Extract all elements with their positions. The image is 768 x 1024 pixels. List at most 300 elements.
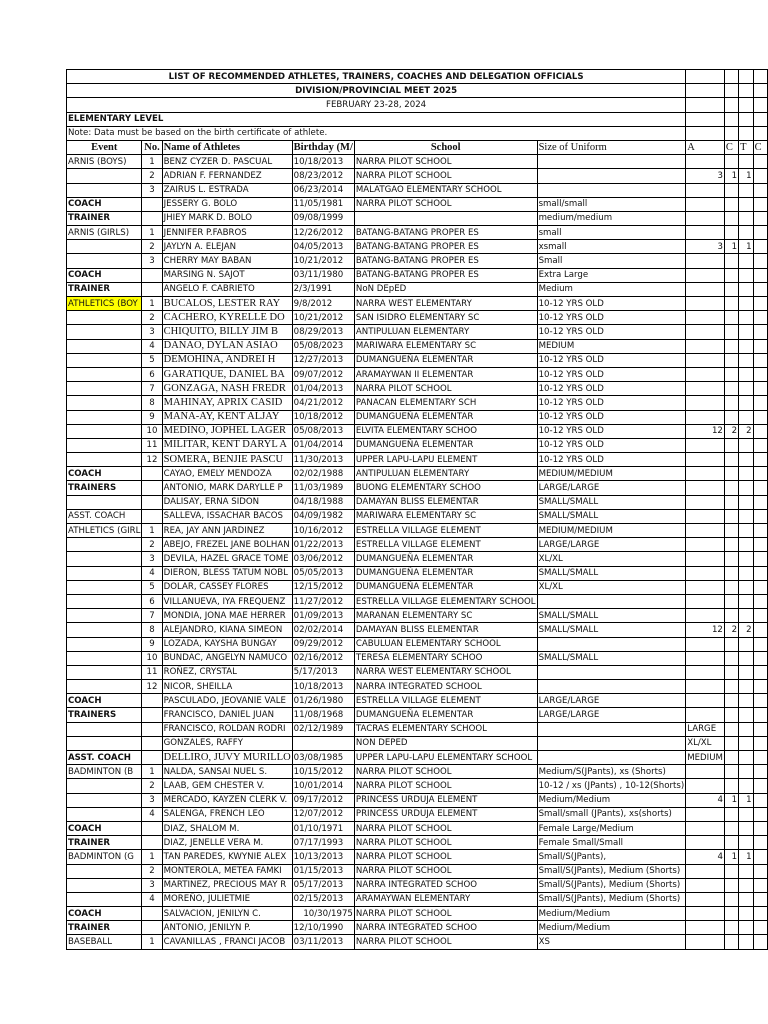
school-cell: TERESA ELEMENTARY SCHOO [354,651,537,665]
school-cell: DUMANGUEÑA ELEMENTAR [354,353,537,367]
count-c-cell [724,821,738,835]
birthday-cell: 12/07/2012 [292,807,354,821]
school-cell: MALATGAO ELEMENTARY SCHOOL [354,183,537,197]
athlete-name-cell: DIERON, BLESS TATUM NOBL [162,566,292,580]
no-cell [142,197,162,211]
count-t-cell [739,807,754,821]
count-a-cell [686,921,725,935]
event-cell [67,807,142,821]
athlete-name-cell: MAHINAY, APRIX CASID [162,396,292,410]
birthday-cell: 10/15/2012 [292,765,354,779]
school-cell: NARRA PILOT SCHOOL [354,864,537,878]
count-c-cell [724,779,738,793]
table-row [67,921,768,935]
count-c2-cell [753,367,767,381]
count-a-cell [686,353,725,367]
birthday-cell [292,736,354,750]
count-a-cell [686,410,725,424]
event-cell [67,552,142,566]
school-cell: BATANG-BATANG PROPER ES [354,268,537,282]
count-c2-cell [753,268,767,282]
table-row [67,821,768,835]
count-c2-cell [753,382,767,396]
athlete-name-cell: ABEJO, FREZEL JANE BOLHAN [162,538,292,552]
count-c2-cell [753,609,767,623]
table-row [67,935,768,949]
uniform-size-cell: XL/XL [537,580,686,594]
athlete-name-cell: MARTINEZ, PRECIOUS MAY R [162,878,292,892]
uniform-size-cell: 10-12 YRS OLD [537,382,686,396]
school-cell: ESTRELLA VILLAGE ELEMENT [354,694,537,708]
count-c-cell [724,807,738,821]
table-row [67,509,768,523]
count-c-cell [724,339,738,353]
table-row [67,453,768,467]
count-a-cell [686,197,725,211]
col-header-birthday: Birthday (M/ [292,140,354,154]
athlete-name-cell: MARSING N. SAJOT [162,268,292,282]
athlete-name-cell: DELLIRO, JUVY MURILLO [162,751,292,765]
no-cell [142,751,162,765]
no-cell: 3 [142,254,162,268]
note-text: Note: Data must be based on the birth certificate of athlete. [67,126,686,140]
count-c2-cell [753,708,767,722]
event-cell [67,382,142,396]
school-cell: CABULUAN ELEMENTARY SCHOOL [354,637,537,651]
no-cell [142,722,162,736]
school-cell: ESTRELLA VILLAGE ELEMENT [354,524,537,538]
birthday-cell: 04/09/1982 [292,509,354,523]
school-cell: NARRA PILOT SCHOOL [354,155,537,169]
count-c2-cell [753,850,767,864]
school-cell: ARAMAYWAN II ELEMENTAR [354,367,537,381]
table-row [67,396,768,410]
count-c-cell [724,651,738,665]
no-cell: 2 [142,538,162,552]
event-cell [67,793,142,807]
athlete-name-cell: REA, JAY ANN JARDINEZ [162,524,292,538]
count-c-cell [724,637,738,651]
no-cell [142,495,162,509]
uniform-size-cell: 10-12 YRS OLD [537,325,686,339]
meet-dates: FEBRUARY 23-28, 2024 [67,98,686,112]
school-cell: MARIWARA ELEMENTARY SC [354,339,537,353]
event-cell [67,169,142,183]
uniform-size-cell: Small/small (JPants), xs(shorts) [537,807,686,821]
event-cell [67,438,142,452]
no-cell: 11 [142,665,162,679]
athlete-name-cell: MONDIA, JONA MAE HERRER [162,609,292,623]
birthday-cell: 06/23/2014 [292,183,354,197]
uniform-size-cell: 10-12 YRS OLD [537,453,686,467]
table-row [67,836,768,850]
count-c2-cell [753,453,767,467]
count-t-cell [739,722,754,736]
uniform-size-cell: 10-12 YRS OLD [537,424,686,438]
uniform-size-cell: XS [537,935,686,949]
event-cell: TRAINER [67,836,142,850]
event-cell: ASST. COACH [67,751,142,765]
sheet-title: LIST OF RECOMMENDED ATHLETES, TRAINERS, COACHES AND DELEGATION OFFICIALS [67,70,686,84]
school-cell: DUMANGUEÑA ELEMENTAR [354,552,537,566]
event-cell: BADMINTON (G [67,850,142,864]
count-c-cell [724,878,738,892]
table-row [67,538,768,552]
count-t-cell [739,694,754,708]
count-t-cell [739,311,754,325]
birthday-cell: 01/26/1980 [292,694,354,708]
table-row [67,651,768,665]
event-cell [67,339,142,353]
no-cell: 4 [142,807,162,821]
table-row [67,254,768,268]
school-cell: MARIWARA ELEMENTARY SC [354,509,537,523]
count-a-cell [686,594,725,608]
event-cell [67,892,142,906]
count-c2-cell [753,736,767,750]
uniform-size-cell [537,169,686,183]
school-cell: DUMANGUEÑA ELEMENTAR [354,438,537,452]
birthday-cell: 05/08/2013 [292,424,354,438]
count-c2-cell [753,509,767,523]
event-cell: TRAINERS [67,708,142,722]
count-t-cell: 2 [739,424,754,438]
count-c-cell [724,410,738,424]
count-a-cell [686,325,725,339]
table-row [67,665,768,679]
title-row [67,70,768,84]
count-t-cell [739,339,754,353]
count-a-cell: LARGE [686,722,725,736]
table-row [67,410,768,424]
count-t-cell [739,254,754,268]
count-t-cell: 1 [739,850,754,864]
count-t-cell [739,736,754,750]
count-c2-cell [753,779,767,793]
birthday-cell: 10/13/2013 [292,850,354,864]
birthday-cell: 03/11/1980 [292,268,354,282]
table-row [67,424,768,438]
athlete-name-cell: JAYLYN A. ELEJAN [162,240,292,254]
no-cell: 7 [142,609,162,623]
count-c2-cell [753,594,767,608]
table-row [67,694,768,708]
uniform-size-cell: 10-12 YRS OLD [537,311,686,325]
birthday-cell: 11/05/1981 [292,197,354,211]
table-row [67,438,768,452]
no-cell: 2 [142,311,162,325]
school-cell: MARANAN ELEMENTARY SC [354,609,537,623]
birthday-cell: 05/08/2023 [292,339,354,353]
athlete-name-cell: DANAO, DYLAN ASIAO [162,339,292,353]
count-t-cell [739,538,754,552]
count-c-cell: 1 [724,240,738,254]
count-c-cell [724,907,738,921]
uniform-size-cell: Small/S(JPants), Medium (Shorts) [537,892,686,906]
school-cell: ESTRELLA VILLAGE ELEMENT [354,538,537,552]
athlete-name-cell: DIAZ, JENELLE VERA M. [162,836,292,850]
count-c-cell [724,453,738,467]
athlete-name-cell: MILITAR, KENT DARYL A [162,438,292,452]
count-c-cell [724,736,738,750]
table-row [67,226,768,240]
count-a-cell: 3 [686,169,725,183]
table-row [67,736,768,750]
athlete-name-cell: MONTEROLA, METEA FAMKI [162,864,292,878]
count-c-cell [724,552,738,566]
table-row [67,155,768,169]
birthday-cell: 11/03/1989 [292,481,354,495]
count-c2-cell [753,722,767,736]
count-c-cell [724,921,738,935]
count-c-cell [724,580,738,594]
count-t-cell: 1 [739,169,754,183]
count-t-cell [739,453,754,467]
count-c2-cell [753,424,767,438]
count-a-cell [686,155,725,169]
no-cell [142,921,162,935]
athlete-name-cell: FRANCISCO, ROLDAN RODRI [162,722,292,736]
count-a-cell [686,807,725,821]
event-cell [67,680,142,694]
count-c2-cell [753,169,767,183]
event-cell [67,183,142,197]
no-cell: 5 [142,580,162,594]
count-a-cell [686,183,725,197]
birthday-cell: 09/29/2012 [292,637,354,651]
count-t-cell [739,594,754,608]
event-cell: COACH [67,467,142,481]
count-c2-cell [753,254,767,268]
count-t-cell [739,864,754,878]
athlete-name-cell: ROÑEZ, CRYSTAL [162,665,292,679]
table-row [67,751,768,765]
table-row [67,793,768,807]
event-cell [67,878,142,892]
count-c-cell [724,566,738,580]
birthday-cell: 09/07/2012 [292,367,354,381]
count-t-cell [739,297,754,311]
uniform-size-cell: LARGE/LARGE [537,538,686,552]
count-t-cell: 1 [739,240,754,254]
uniform-size-cell [537,736,686,750]
no-cell: 3 [142,552,162,566]
count-t-cell [739,878,754,892]
school-cell: NARRA INTEGRATED SCHOO [354,921,537,935]
count-c-cell [724,665,738,679]
event-cell [67,736,142,750]
count-a-cell [686,311,725,325]
table-row [67,297,768,311]
uniform-size-cell [537,155,686,169]
count-c2-cell [753,197,767,211]
uniform-size-cell: LARGE/LARGE [537,708,686,722]
birthday-cell: 12/26/2012 [292,226,354,240]
event-cell [67,453,142,467]
count-c-cell [724,254,738,268]
table-row [67,807,768,821]
athlete-name-cell: MEDINO, JOPHEL LAGER [162,424,292,438]
school-cell: ANTIPULUAN ELEMENTARY [354,325,537,339]
no-cell [142,821,162,835]
count-t-cell [739,765,754,779]
school-cell: ESTRELLA VILLAGE ELEMENTARY SCHOOL [354,594,537,608]
count-a-cell [686,211,725,225]
table-row [67,183,768,197]
school-cell: SAN ISIDRO ELEMENTARY SC [354,311,537,325]
uniform-size-cell [537,665,686,679]
count-c-cell [724,836,738,850]
school-cell: NON DEPED [354,736,537,750]
no-cell: 2 [142,169,162,183]
no-cell: 12 [142,453,162,467]
school-cell: BATANG-BATANG PROPER ES [354,226,537,240]
count-c2-cell [753,481,767,495]
count-c2-cell [753,467,767,481]
birthday-cell: 01/09/2013 [292,609,354,623]
col-header-c: C [724,140,738,154]
count-a-cell [686,226,725,240]
athletes-spreadsheet [66,69,768,950]
school-cell: DAMAYAN BLISS ELEMENTAR [354,623,537,637]
birthday-cell: 11/08/1968 [292,708,354,722]
count-a-cell [686,538,725,552]
count-a-cell [686,552,725,566]
count-c2-cell [753,836,767,850]
table-row [67,467,768,481]
table-row [67,878,768,892]
event-cell: ATHLETICS (GIRL [67,524,142,538]
count-c2-cell [753,524,767,538]
count-a-cell: MEDIUM [686,751,725,765]
table-row [67,637,768,651]
count-a-cell [686,765,725,779]
uniform-size-cell: Female Large/Medium [537,821,686,835]
count-c-cell [724,864,738,878]
count-t-cell [739,155,754,169]
count-a-cell: XL/XL [686,736,725,750]
count-c-cell [724,538,738,552]
athlete-name-cell: CAYAO, EMELY MENDOZA [162,467,292,481]
count-c-cell [724,297,738,311]
count-t-cell [739,367,754,381]
table-row [67,481,768,495]
birthday-cell: 12/10/1990 [292,921,354,935]
event-cell: BADMINTON (B [67,765,142,779]
birthday-cell: 03/06/2012 [292,552,354,566]
school-cell: NARRA WEST ELEMENTARY [354,297,537,311]
table-row [67,566,768,580]
school-cell: NARRA PILOT SCHOOL [354,779,537,793]
count-c-cell [724,594,738,608]
count-t-cell [739,495,754,509]
athlete-name-cell: VILLANUEVA, IYA FREQUENZ [162,594,292,608]
birthday-cell: 12/27/2013 [292,353,354,367]
event-cell: COACH [67,821,142,835]
table-row [67,892,768,906]
table-row [67,311,768,325]
count-c2-cell [753,240,767,254]
count-c2-cell [753,665,767,679]
count-c2-cell [753,751,767,765]
athlete-name-cell: BUNDAC, ANGELYN NAMUCO [162,651,292,665]
no-cell: 2 [142,779,162,793]
no-cell: 1 [142,765,162,779]
count-c-cell [724,509,738,523]
column-header-row [67,140,768,154]
athlete-name-cell: NICOR, SHEILLA [162,680,292,694]
event-cell [67,609,142,623]
school-cell: UPPER LAPU-LAPU ELEMENTARY SCHOOL [354,751,537,765]
school-cell: UPPER LAPU-LAPU ELEMENT [354,453,537,467]
count-c-cell [724,183,738,197]
count-a-cell [686,651,725,665]
birthday-cell: 01/15/2013 [292,864,354,878]
no-cell [142,509,162,523]
col-header-no: No. [142,140,162,154]
count-c-cell [724,524,738,538]
count-c2-cell [753,183,767,197]
count-t-cell [739,665,754,679]
count-t-cell [739,438,754,452]
count-t-cell [739,325,754,339]
athlete-name-cell: CACHERO, KYRELLE DO [162,311,292,325]
no-cell: 6 [142,594,162,608]
count-t-cell [739,609,754,623]
athlete-name-cell: SOMERA, BENJIE PASCU [162,453,292,467]
uniform-size-cell: Extra Large [537,268,686,282]
athlete-name-cell: DALISAY, ERNA SIDON [162,495,292,509]
count-c2-cell [753,935,767,949]
count-a-cell [686,382,725,396]
table-row [67,524,768,538]
no-cell: 4 [142,339,162,353]
count-a-cell [686,566,725,580]
athlete-name-cell: LAAB, GEM CHESTER V. [162,779,292,793]
table-row [67,765,768,779]
event-cell [67,538,142,552]
count-c-cell [724,892,738,906]
count-a-cell [686,396,725,410]
count-t-cell [739,197,754,211]
count-c-cell [724,708,738,722]
count-a-cell [686,864,725,878]
athlete-name-cell: ADRIAN F. FERNANDEZ [162,169,292,183]
table-row [67,864,768,878]
birthday-cell: 02/16/2012 [292,651,354,665]
uniform-size-cell [537,751,686,765]
count-a-cell [686,637,725,651]
birthday-cell: 5/17/2013 [292,665,354,679]
no-cell: 3 [142,793,162,807]
event-cell [67,566,142,580]
count-t-cell [739,183,754,197]
count-c-cell: 2 [724,623,738,637]
uniform-size-cell [537,183,686,197]
count-a-cell [686,339,725,353]
athlete-name-cell: MOREÑO, JULIETMIE [162,892,292,906]
birthday-cell: 09/17/2012 [292,793,354,807]
school-cell: PANACAN ELEMENTARY SCH [354,396,537,410]
count-c2-cell [753,907,767,921]
count-c-cell [724,353,738,367]
uniform-size-cell: SMALL/SMALL [537,651,686,665]
count-t-cell [739,467,754,481]
athlete-name-cell: BUCALOS, LESTER RAY [162,297,292,311]
uniform-size-cell [537,680,686,694]
event-cell [67,424,142,438]
count-c2-cell [753,325,767,339]
